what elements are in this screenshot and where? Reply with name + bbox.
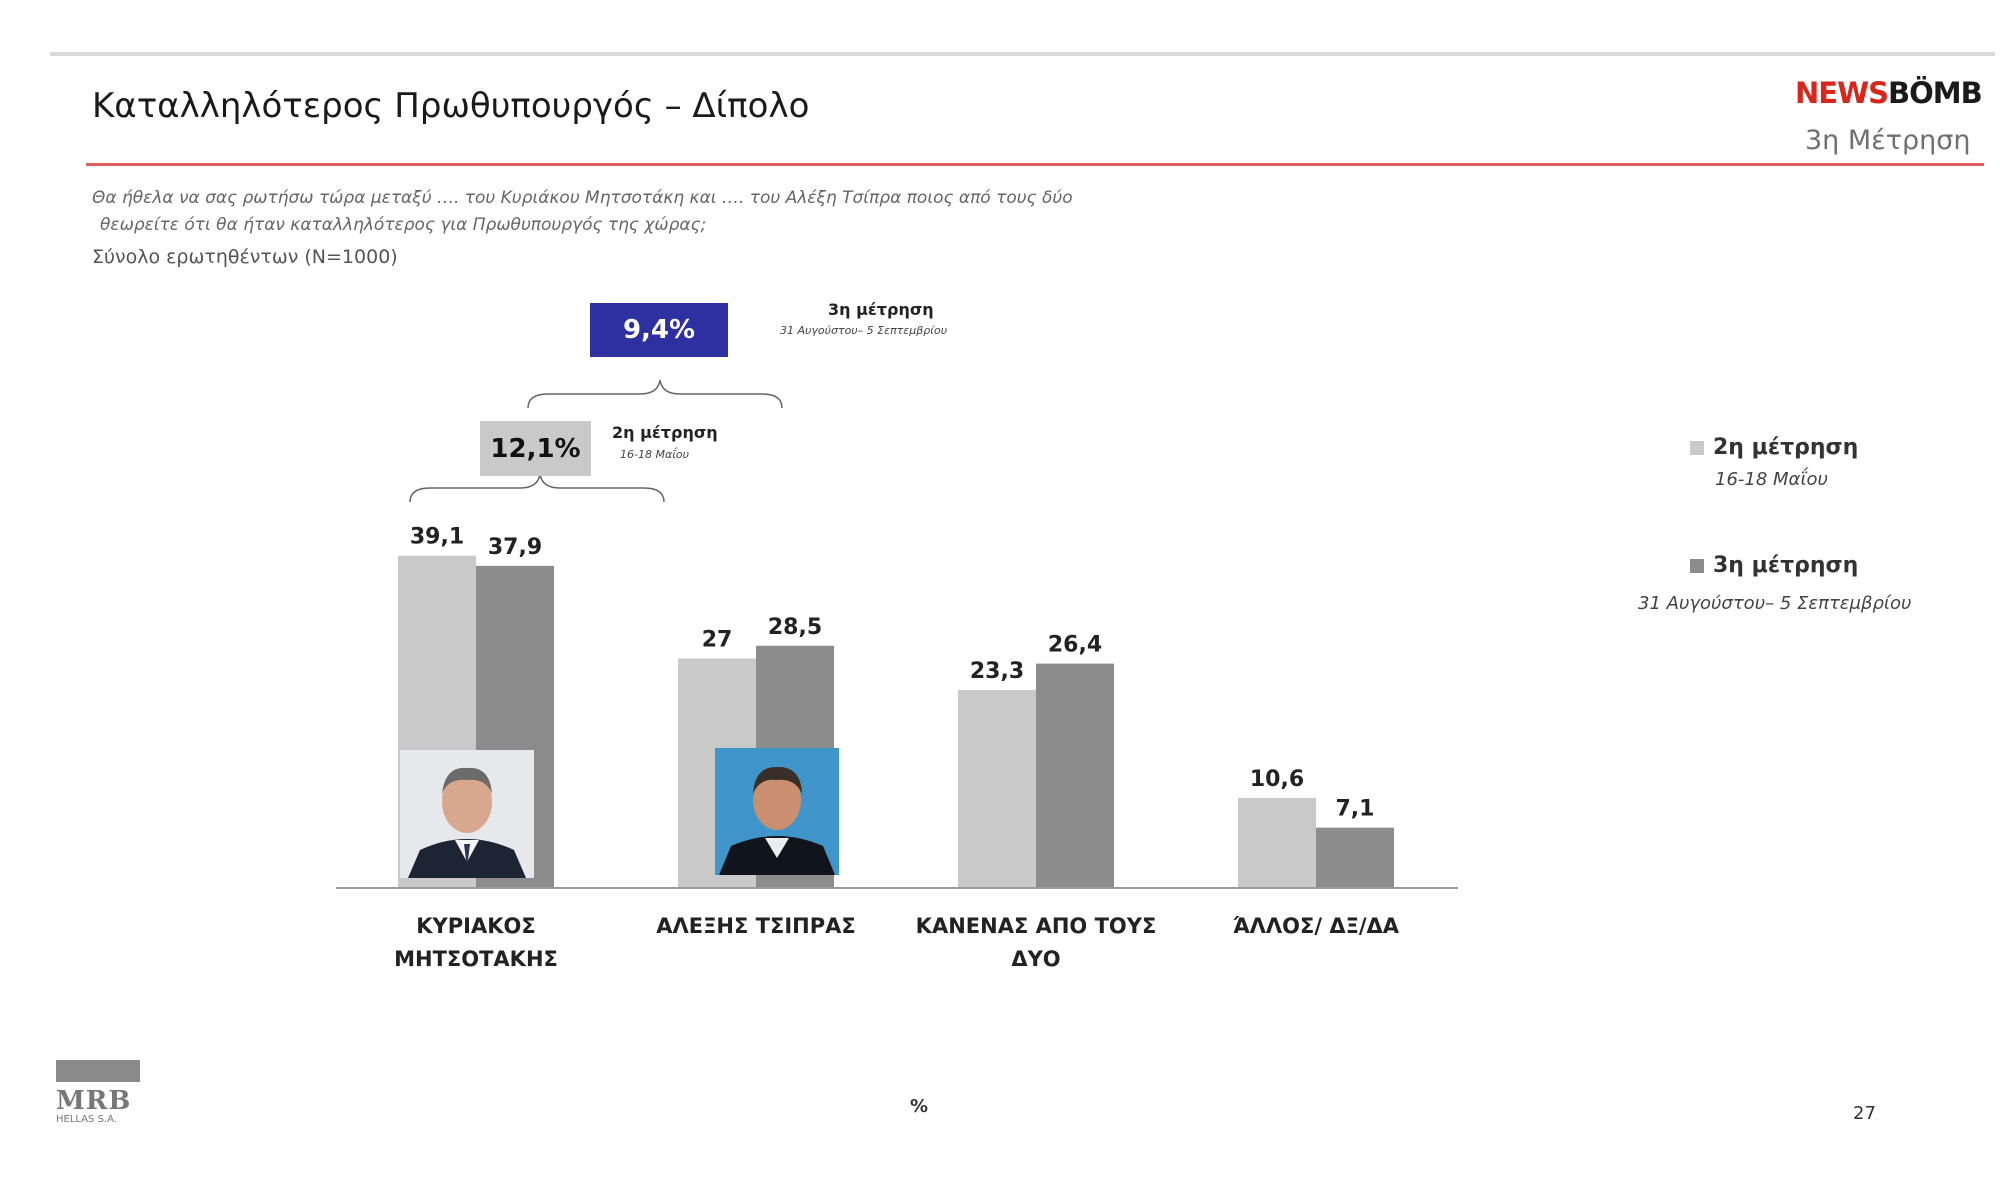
mrb-logo-bar	[56, 1060, 140, 1082]
value-label-series2-cat1: 37,9	[487, 534, 543, 560]
value-label-series2-cat2: 28,5	[767, 614, 823, 640]
brace-3rd-measurement	[528, 380, 782, 408]
logo-news: NEWS	[1795, 76, 1888, 110]
gap-3-value: 9,4%	[590, 303, 728, 357]
bar-series2-cat4	[1316, 828, 1394, 888]
portrait-icon	[715, 748, 839, 875]
bars-layer	[398, 556, 1394, 888]
tsipras-photo	[715, 748, 839, 875]
value-label-series1-cat4: 10,6	[1249, 766, 1305, 792]
bar-series2-cat3	[1036, 664, 1114, 888]
value-label-series2-cat3: 26,4	[1047, 632, 1103, 658]
value-label-series1-cat1: 39,1	[409, 524, 465, 550]
category-label-4-line1: ΆΛΛΟΣ/ ΔΞ/ΔΑ	[1232, 914, 1400, 938]
mrb-logo-text: MRB	[56, 1086, 132, 1116]
measurement-label: 3η Μέτρηση	[1805, 125, 1971, 156]
legend-name-3rd: 3η μέτρηση	[1713, 553, 1859, 578]
category-label-1-line2: ΜΗΤΣΟΤΑΚΗΣ	[394, 947, 558, 971]
category-label-2-line1: ΑΛΕΞΗΣ ΤΣΙΠΡΑΣ	[656, 914, 856, 938]
sample-base: Σύνολο ερωτηθέντων (Ν=1000)	[92, 246, 398, 268]
category-label-1-line1: ΚΥΡΙΑΚΟΣ	[416, 914, 536, 938]
brace-2nd-measurement	[410, 474, 664, 502]
page-number: 27	[1853, 1103, 1876, 1124]
value-label-series1-cat2: 27	[701, 627, 733, 653]
portrait-icon	[400, 750, 534, 878]
category-label-3-line2: ΔΥΟ	[1011, 947, 1061, 971]
mrb-logo-subtext: HELLAS S.A.	[56, 1114, 117, 1125]
mitsotakis-photo	[400, 750, 534, 878]
question-line-1: Θα ήθελα να σας ρωτήσω τώρα μεταξύ …. του Κυριάκου Μητσοτάκη και …. του Αλέξη Τσίπρα ποιος από τους δύο	[92, 188, 1073, 208]
logo-bomb: BÖMB	[1887, 76, 1982, 110]
unit-label: %	[910, 1096, 929, 1117]
question-line-2: θεωρείτε ότι θα ήταν καταλληλότερος για Πρωθυπουργός της χώρας;	[100, 215, 707, 235]
legend-swatch-3rd	[1690, 559, 1704, 573]
gap-2-value: 12,1%	[480, 421, 591, 476]
legend-dates-2nd: 16-18 Μαΐου	[1715, 469, 1828, 490]
legend-name-2nd: 2η μέτρηση	[1713, 435, 1859, 460]
legend-dates-3rd: 31 Αυγούστου– 5 Σεπτεμβρίου	[1638, 593, 1912, 614]
bar-series1-cat4	[1238, 798, 1316, 888]
gap-2-dates: 16-18 Μαΐου	[620, 448, 690, 461]
legend-swatch-2nd	[1690, 441, 1704, 455]
gap-2-title: 2η μέτρηση	[612, 423, 718, 442]
bar-series1-cat3	[958, 690, 1036, 888]
value-label-series1-cat3: 23,3	[969, 658, 1025, 684]
gap-3-title: 3η μέτρηση	[828, 300, 934, 319]
category-label-3-line1: ΚΑΝΕΝΑΣ ΑΠΟ ΤΟΥΣ	[915, 914, 1157, 938]
page-title: Καταλληλότερος Πρωθυπουργός – Δίπολο	[92, 86, 810, 126]
mrb-logo	[56, 1060, 142, 1125]
value-label-series2-cat4: 7,1	[1335, 796, 1375, 822]
gap-3-dates: 31 Αυγούστου– 5 Σεπτεμβρίου	[780, 324, 948, 337]
category-labels-layer	[394, 914, 1400, 971]
value-labels-layer	[410, 525, 1375, 822]
